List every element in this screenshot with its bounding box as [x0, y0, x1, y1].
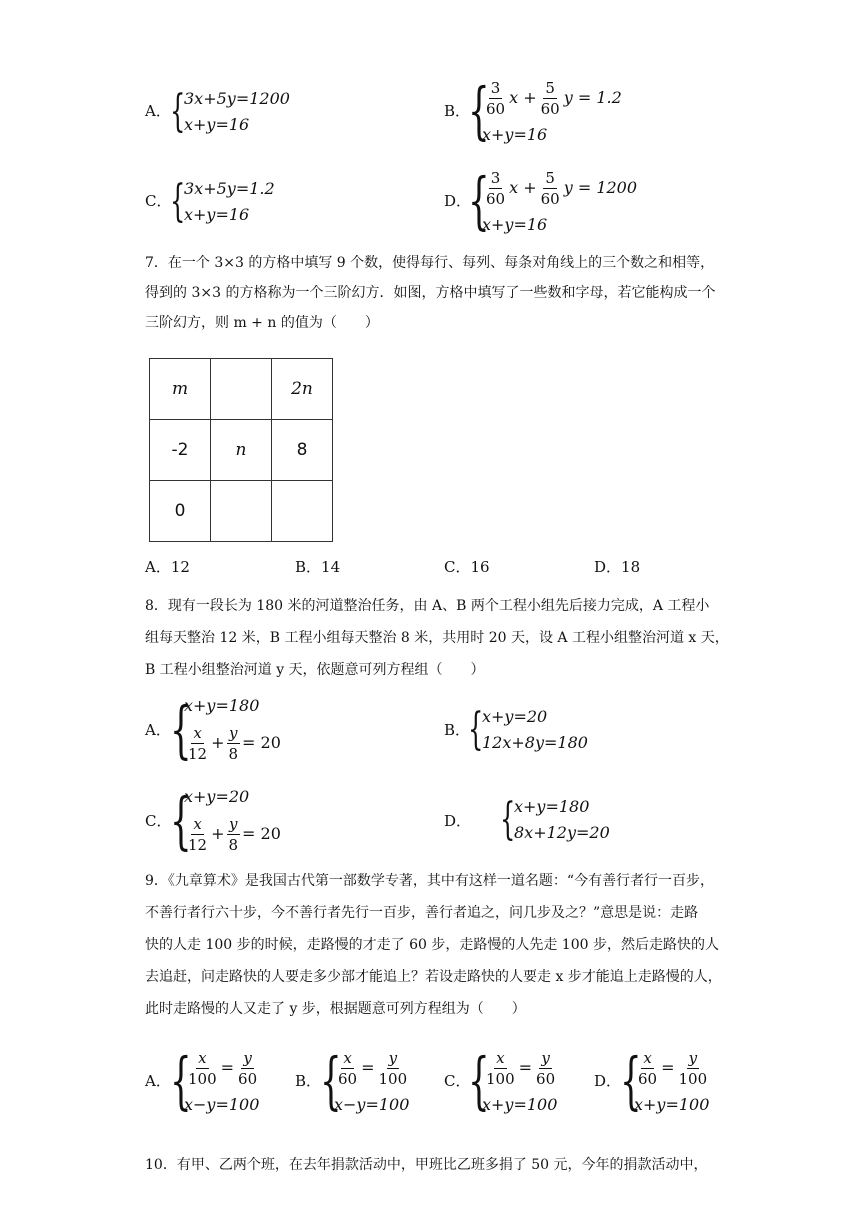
- brace: {: [170, 784, 192, 857]
- equation-system: [170, 693, 281, 767]
- option-label: D．: [444, 192, 472, 210]
- grid-cell: n: [211, 420, 272, 481]
- option-label: C．: [145, 812, 172, 830]
- equation-system: [468, 704, 588, 756]
- brace: {: [500, 794, 516, 845]
- equation-text: = 20: [242, 733, 281, 752]
- option-label: A．: [145, 558, 171, 576]
- equation-line: x+y=180: [514, 797, 590, 816]
- equation-system: [170, 86, 290, 138]
- equation-line: 12x+8y=180: [482, 733, 588, 752]
- fraction: $\frac{y}{100}$: [378, 1048, 408, 1088]
- option-label: C．: [444, 1072, 471, 1090]
- fraction: $\frac{y}{60}$: [238, 1048, 258, 1088]
- option-label: D．: [594, 1072, 622, 1090]
- equation-text: x +: [509, 178, 537, 197]
- fraction: $\frac{x}{100}$: [486, 1048, 515, 1088]
- fraction: $\frac{x}{100}$: [188, 1048, 217, 1088]
- fraction: $\frac{3}{60}$: [486, 78, 506, 118]
- option-label: A．: [145, 102, 171, 120]
- equation-line: x+y=20: [184, 787, 250, 806]
- option-value: 16: [470, 558, 490, 576]
- equation-line: 3x+5y=1200: [184, 89, 290, 108]
- magic-square-grid: [149, 358, 333, 542]
- q7-option-b[interactable]: [295, 557, 340, 577]
- brace: {: [170, 1044, 192, 1117]
- option-label: B．: [444, 102, 471, 120]
- brace: {: [468, 74, 490, 147]
- grid-cell: 2n: [272, 359, 333, 420]
- equation-text: = 20: [242, 824, 281, 843]
- equation-system: { $\frac{x}{60}$ = $\frac{y}{100}$ x−y=100: [320, 1044, 410, 1117]
- question-9-text: 9．《九章算术》是我国古代第一部数学专著，其中有这样一道名题：“今有善行者行一百步， 不善行者行六十步，今不善行者先行一百步，善行者追之，问几步及之？”意思是说：走路 快的人走 100 步的时候，走路慢的才走了 60 步，走路慢的人先走 100 步，然后走路快的人 去追赶，问走路快的人要走多少部才能追上？若设走路快的人要走 x 步才能追上走路慢的人， 此时走路慢的人又走了 y 步，根据题意可列方程组为（ ）: [145, 873, 722, 1017]
- equation-line: x+y=100: [634, 1095, 710, 1114]
- equation-line: x+y=180: [184, 696, 260, 715]
- q7-option-a[interactable]: [145, 557, 190, 577]
- equation-system: { $\frac{x}{100}$ = $\frac{y}{60}$ x+y=100: [468, 1044, 558, 1117]
- grid-cell: [272, 481, 333, 542]
- equation-line: x+y=16: [482, 125, 548, 144]
- grid-cell: [211, 481, 272, 542]
- brace: {: [320, 1044, 342, 1117]
- brace: {: [170, 176, 186, 227]
- q7-option-c[interactable]: [444, 557, 490, 577]
- option-label: B．: [295, 558, 322, 576]
- equation-system: [170, 176, 275, 228]
- question-7-text: 7．在一个 3×3 的方格中填写 9 个数，使得每行、每列、每条对角线上的三个数之和相等， 得到的 3×3 的方格称为一个三阶幻方．如图，方格中填写了一些数和字母，若它能构成一个 三阶幻方，则 m + n 的值为（ ）: [145, 255, 716, 331]
- fraction: $\frac{x}{12}$: [188, 814, 208, 854]
- brace: {: [468, 704, 484, 755]
- equation-line: 3x+5y=1.2: [184, 179, 275, 198]
- equation-text: +: [211, 733, 225, 752]
- equation-text: y = 1200: [563, 178, 638, 197]
- grid-cell: -2: [150, 420, 211, 481]
- equation-line: x−y=100: [334, 1095, 410, 1114]
- fraction: $\frac{x}{60}$: [338, 1048, 358, 1088]
- fraction: $\frac{5}{60}$: [540, 168, 560, 208]
- equation-line: x+y=16: [184, 205, 250, 224]
- equation-text: y = 1.2: [563, 88, 622, 107]
- q7-option-d[interactable]: [594, 557, 640, 577]
- option-value: 12: [170, 558, 190, 576]
- equation-line: x+y=16: [482, 215, 548, 234]
- equation-line: x−y=100: [184, 1095, 260, 1114]
- fraction: $\frac{5}{60}$: [540, 78, 560, 118]
- equation-line: x+y=20: [482, 707, 548, 726]
- equation-line: x+y=100: [482, 1095, 558, 1114]
- question-10-text: 10．有甲、乙两个班，在去年捐款活动中，甲班比乙班多捐了 50 元，今年的捐款活动中，: [145, 1157, 708, 1173]
- equation-system: [468, 74, 622, 148]
- equation-text: x +: [509, 88, 537, 107]
- brace: {: [468, 164, 490, 237]
- option-label: C．: [145, 192, 172, 210]
- fraction: $\frac{y}{8}$: [228, 814, 239, 854]
- equation-system: { $\frac{x}{100}$ = $\frac{y}{60}$ x−y=100: [170, 1044, 260, 1117]
- option-label: A．: [145, 721, 171, 739]
- fraction: $\frac{x}{60}$: [638, 1048, 658, 1088]
- brace: {: [170, 693, 192, 766]
- option-label: D．: [444, 812, 472, 830]
- equation-system: [500, 794, 610, 846]
- fraction: $\frac{y}{8}$: [228, 723, 239, 763]
- option-label: B．: [444, 721, 471, 739]
- equation-line: 8x+12y=20: [514, 823, 610, 842]
- equation-text: +: [211, 824, 225, 843]
- brace: {: [468, 1044, 490, 1117]
- fraction: $\frac{y}{60}$: [536, 1048, 556, 1088]
- option-label: C．: [444, 558, 471, 576]
- brace: {: [620, 1044, 642, 1117]
- fraction: $\frac{3}{60}$: [486, 168, 506, 208]
- option-value: 14: [321, 558, 341, 576]
- equation-line: x+y=16: [184, 115, 250, 134]
- fraction: $\frac{y}{100}$: [678, 1048, 708, 1088]
- equation-system: { $\frac{x}{60}$ = $\frac{y}{100}$ x+y=100: [620, 1044, 710, 1117]
- option-label: A．: [145, 1072, 171, 1090]
- grid-cell: 0: [150, 481, 211, 542]
- option-value: 18: [621, 558, 641, 576]
- grid-cell: m: [150, 359, 211, 420]
- option-label: B．: [295, 1072, 322, 1090]
- equation-system: [170, 784, 281, 858]
- fraction: $\frac{x}{12}$: [188, 723, 208, 763]
- grid-cell: 8: [272, 420, 333, 481]
- equation-system: [468, 164, 637, 238]
- option-label: D．: [594, 558, 622, 576]
- grid-cell: [211, 359, 272, 420]
- question-8-text: 8．现有一段长为 180 米的河道整治任务，由 A、B 两个工程小组先后接力完成，A 工程小 组每天整治 12 米，B 工程小组每天整治 8 米，共用时 20 天，设 A 工程小组整治河道 x 天， B 工程小组整治河道 y 天，依题意可列方程组（ ）: [145, 598, 729, 678]
- brace: {: [170, 86, 186, 137]
